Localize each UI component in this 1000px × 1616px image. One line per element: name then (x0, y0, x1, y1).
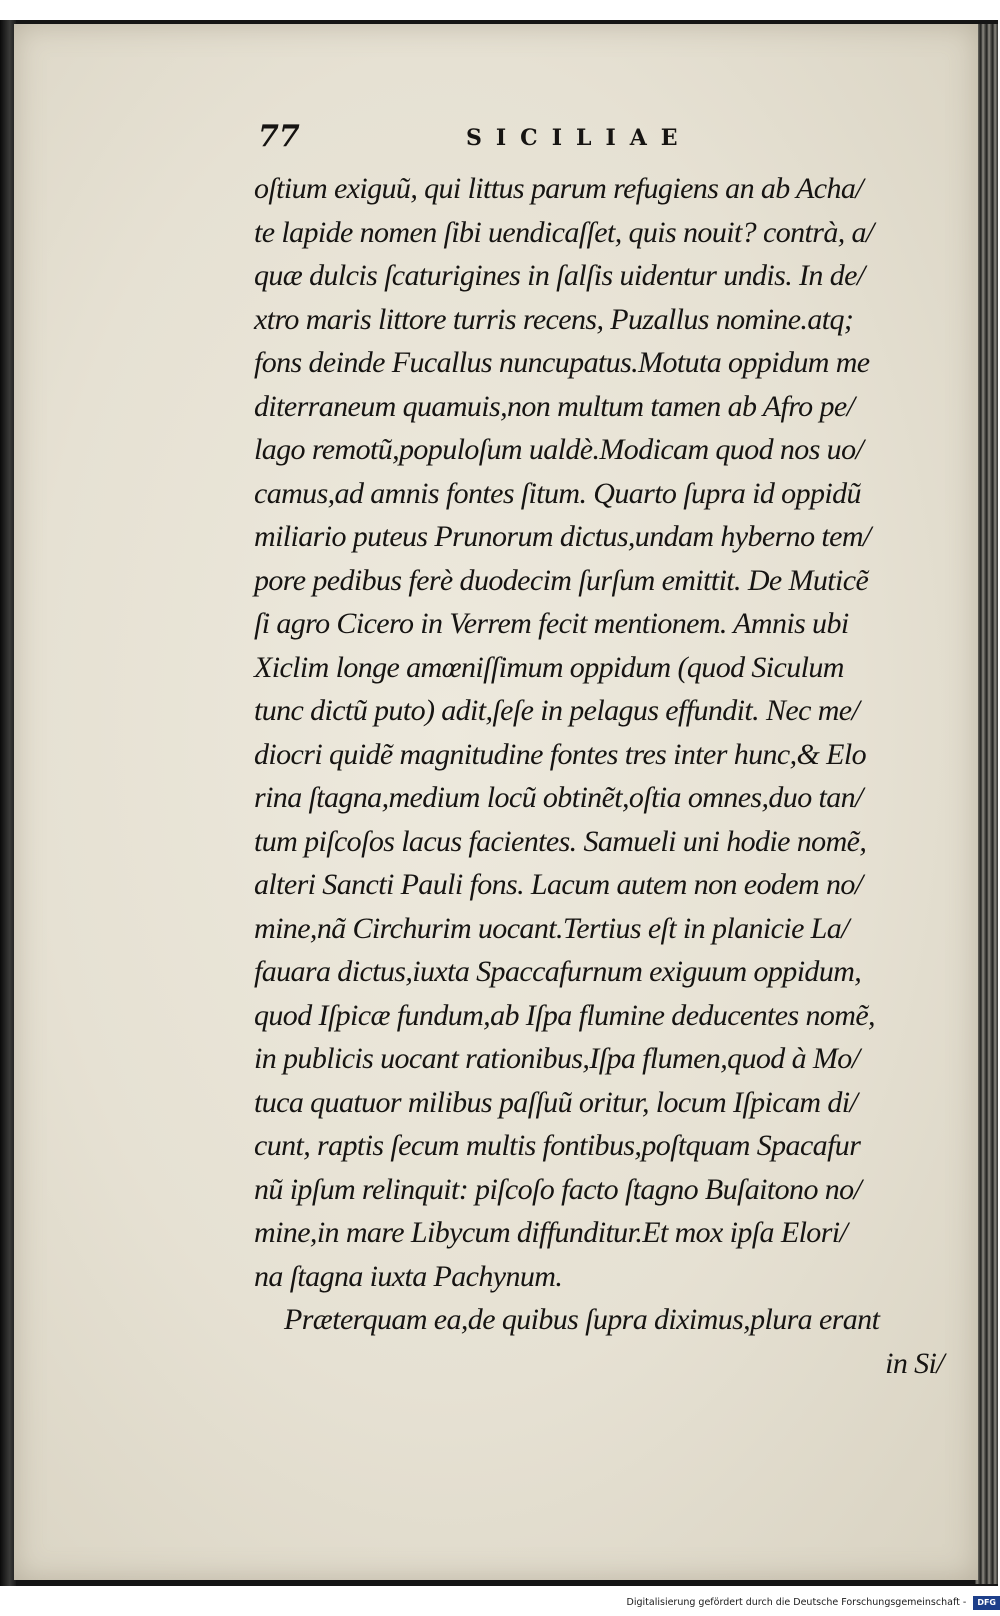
text-line: mine,nã Circhurim uocant.Tertius eſt in planicie La/ (254, 911, 849, 945)
text-line: Xiclim longe amœniſſimum oppidum (quod Siculum (254, 650, 844, 684)
text-line: diterraneum quamuis,non multum tamen ab Afro pe/ (254, 389, 855, 423)
text-line: diocri quidẽ magnitudine fontes tres inter hunc,& Elo (254, 737, 867, 771)
running-head (254, 119, 954, 167)
digitization-credit (580, 1594, 1000, 1612)
page-content (254, 119, 954, 1385)
text-block (254, 167, 954, 1385)
dfg-logo: DFG (973, 1596, 1000, 1610)
credit-text: Digitalisierung gefördert durch die Deutsche Forschungsgemeinschaft - (626, 1597, 967, 1608)
text-line: rina ſtagna,medium locũ obtinẽt,oſtia omnes,duo tan/ (254, 781, 863, 814)
text-line: xtro maris littore turris recens, Puzallus nomine.atq; (254, 302, 854, 336)
catchword-line: in Si/ (885, 1346, 944, 1380)
text-line: quæ dulcis ſcaturigines in ſalſis uidentur undis. In de/ (254, 259, 865, 292)
text-line: nũ ipſum relinquit: piſcoſo facto ſtagno Buſaitono no/ (254, 1172, 862, 1206)
text-line: te lapide nomen ſibi uendicaſſet, quis nouit? contrà, a/ (254, 215, 874, 249)
text-line: quod Iſpicæ fundum,ab Iſpa flumine deducentes nomẽ, (254, 998, 875, 1032)
text-line: miliario puteus Prunorum dictus,undam hyberno tem/ (254, 520, 871, 553)
text-line: cunt, raptis ſecum multis fontibus,poſtquam Spacafur (254, 1129, 861, 1162)
text-line: ſi agro Cicero in Verrem fecit mentionem. Amnis ubi (254, 607, 849, 640)
paragraph-start-line: Præterquam ea,de quibus ſupra diximus,plura erant (284, 1303, 880, 1336)
text-line: tunc dictũ puto) adit,ſeſe in pelagus effundit. Nec me/ (254, 694, 860, 727)
page-number: 77 (258, 119, 300, 154)
text-line: fauara dictus,iuxta Spaccafurnum exiguum oppidum, (254, 955, 862, 988)
text-line: camus,ad amnis fontes ſitum. Quarto ſupra id oppidũ (254, 476, 861, 510)
text-line: mine,in mare Libycum diffunditur.Et mox ipſa Elori/ (254, 1216, 848, 1249)
text-line: pore pedibus ferè duodecim ſurſum emittit. De Muticẽ (254, 563, 869, 597)
running-title: SICILIAE (466, 125, 692, 151)
book-page (14, 24, 978, 1580)
text-line: oſtium exiguũ, qui littus parum refugiens an ab Acha/ (254, 172, 863, 205)
text-line: alteri Sancti Pauli fons. Lacum autem non eodem no/ (254, 868, 863, 901)
text-line: tuca quatuor milibus paſſuũ oritur, locum Iſpicam di/ (254, 1085, 858, 1119)
page-edges (975, 24, 998, 1584)
text-line: lago remotũ,populoſum ualdè.Modicam quod nos uo/ (254, 433, 864, 466)
text-line: fons deinde Fucallus nuncupatus.Motuta oppidum me (254, 346, 870, 379)
text-line: in publicis uocant rationibus,Iſpa flumen,quod à Mo/ (254, 1042, 860, 1075)
text-line: na ſtagna iuxta Pachynum. (254, 1259, 563, 1293)
text-line: tum piſcoſos lacus facientes. Samueli uni hodie nomẽ, (254, 824, 867, 858)
